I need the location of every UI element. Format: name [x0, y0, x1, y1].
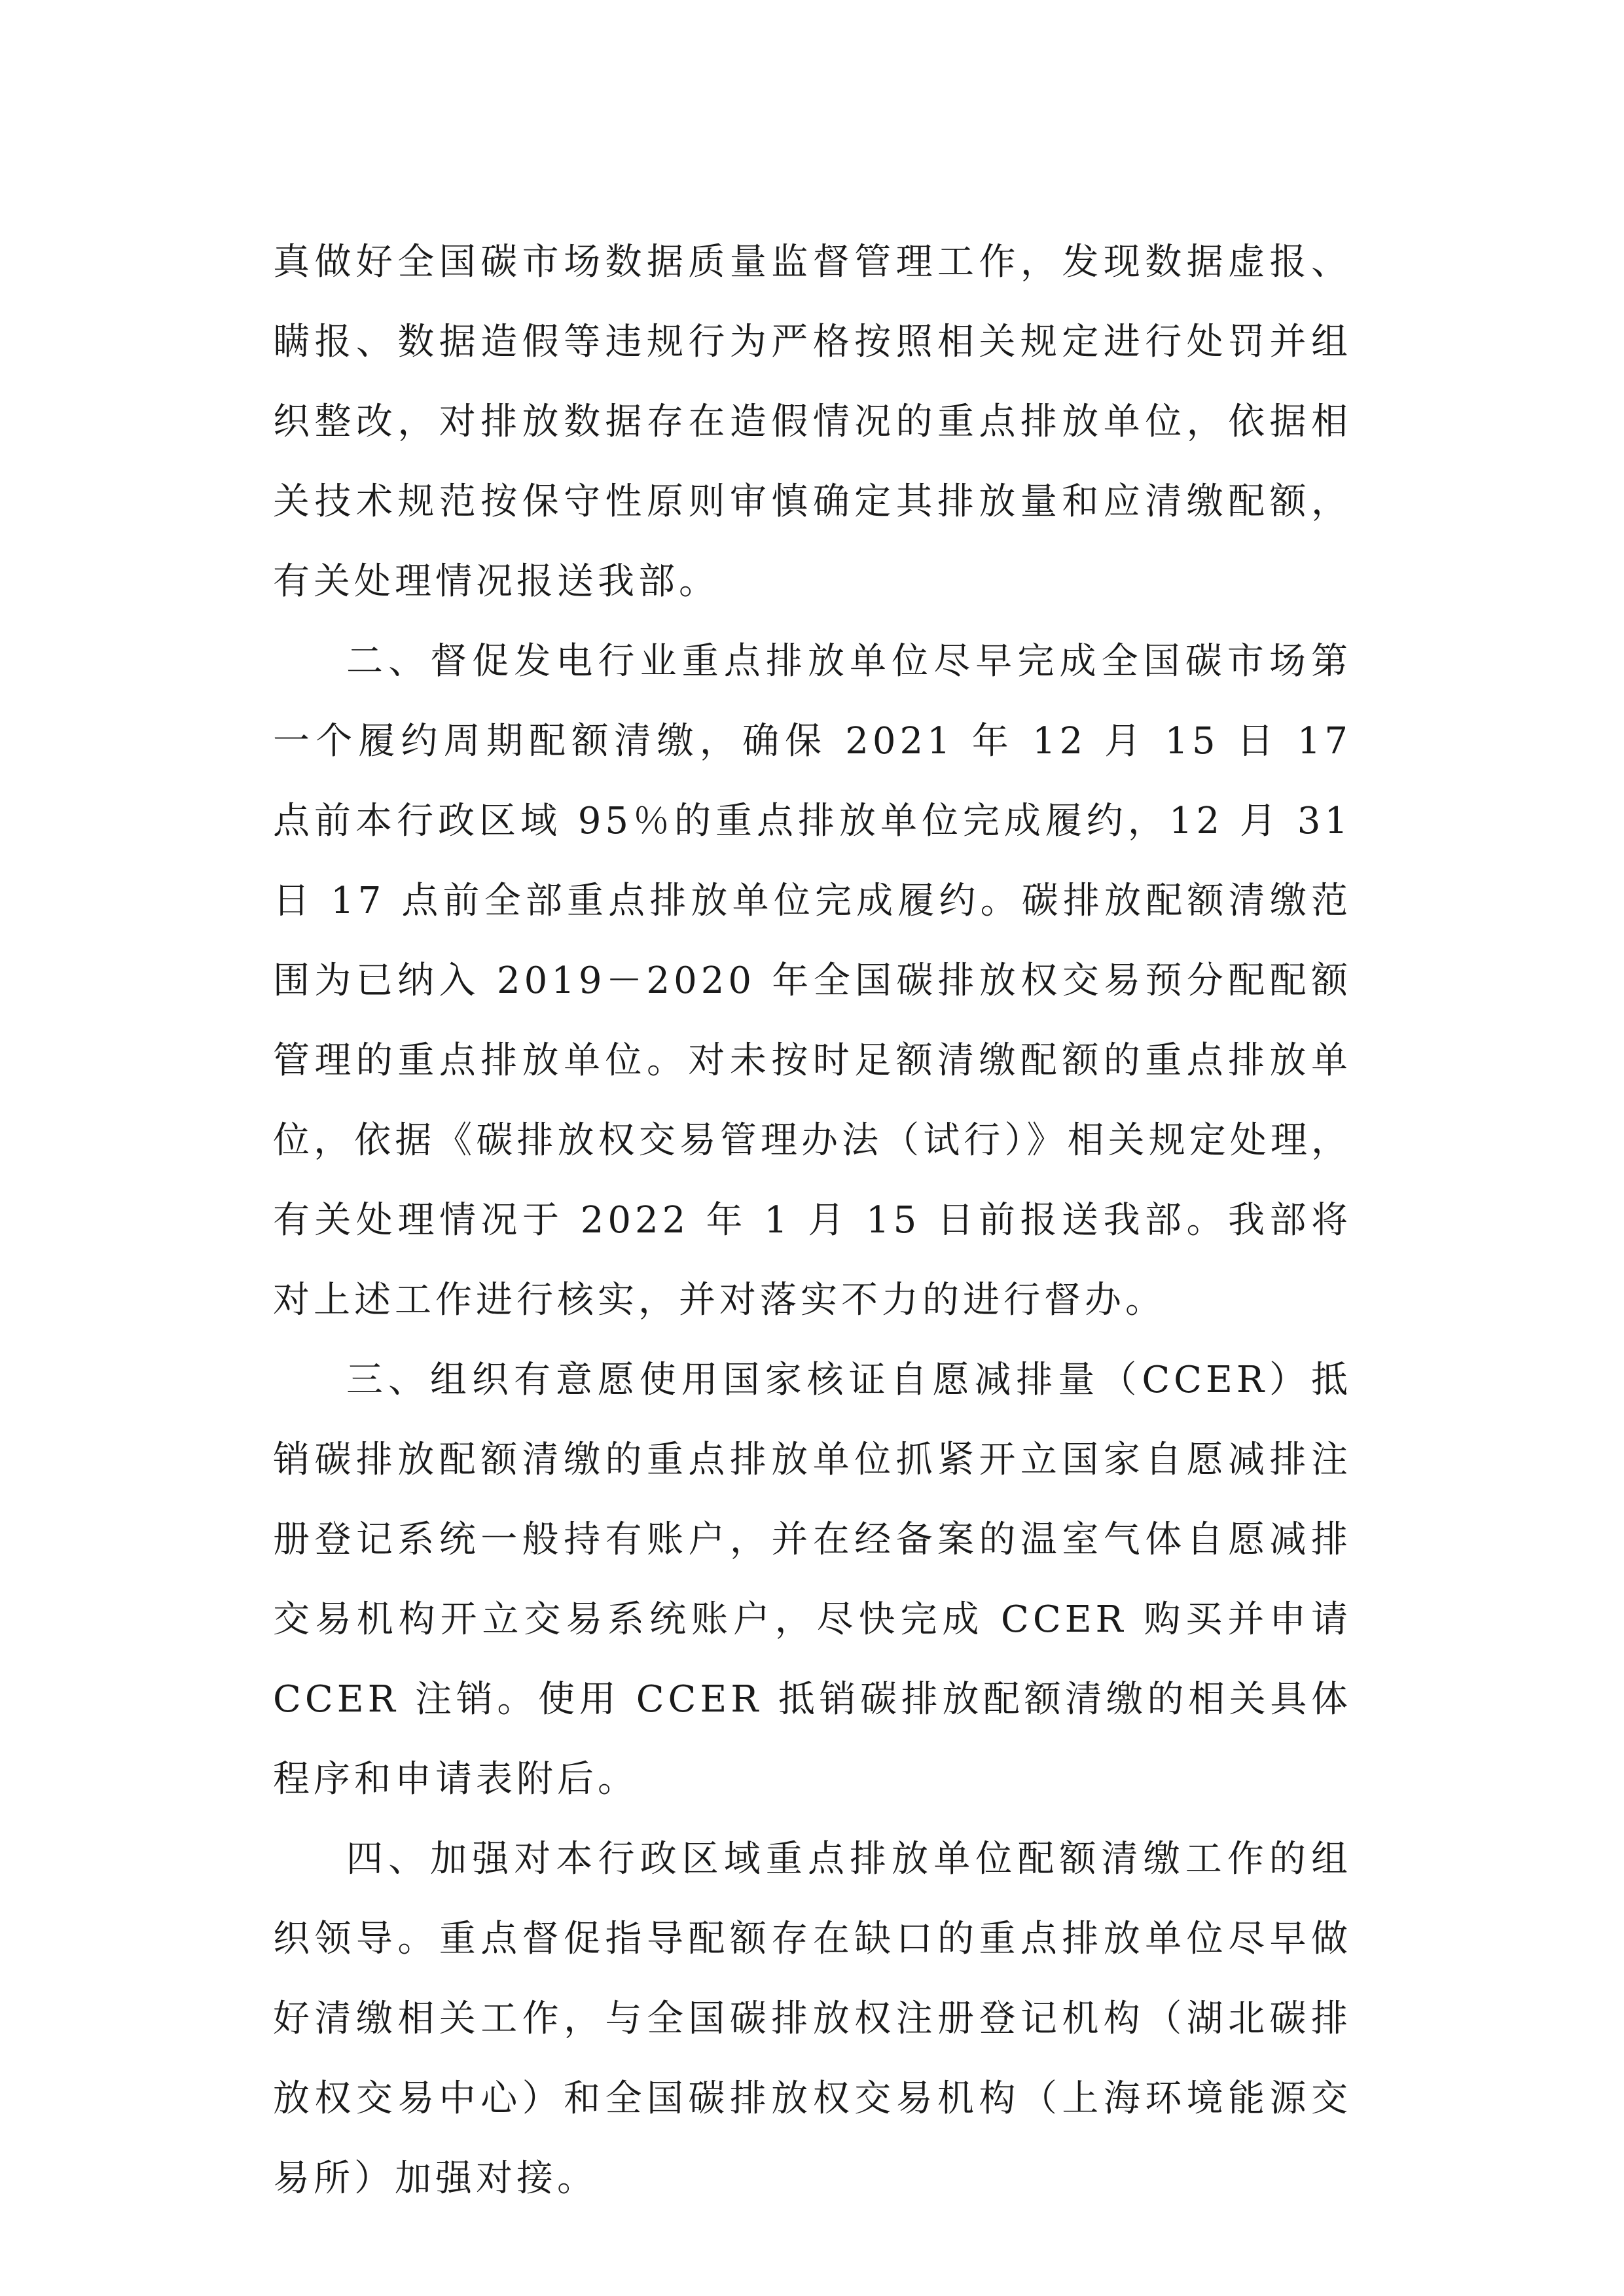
- paragraph-item-3: 三、组织有意愿使用国家核证自愿减排量（CCER）抵销碳排放配额清缴的重点排放单位抓紧开立国家自愿减排注册登记系统一般持有账户，并在经备案的温室气体自愿减排交易机构开立交易系统账户，尽快完成 CCER 购买并申请 CCER 注销。使用 CCER 抵销碳排放配额清缴的相关具体程序和申请表附后。: [273, 1359, 1352, 1801]
- paragraph-item-2: 二、督促发电行业重点排放单位尽早完成全国碳市场第一个履约周期配额清缴，确保 2021 年 12 月 15 日 17 点前本行政区域 95％的重点排放单位完成履约，12 月 31 日 17 点前全部重点排放单位完成履约。碳排放配额清缴范围为已纳入 2019－2020 年全国碳排放权交易预分配配额管理的重点排放单位。对未按时足额清缴配额的重点排放单位，依据《碳排放权交易管理办法（试行）》相关规定处理，有关处理情况于 2022 年 1 月 15 日前报送我部。我部将对上述工作进行核实，并对落实不力的进行督办。: [273, 640, 1352, 1321]
- paragraph-continuation: 真做好全国碳市场数据质量监督管理工作，发现数据虚报、瞒报、数据造假等违规行为严格按照相关规定进行处罚并组织整改，对排放数据存在造假情况的重点排放单位，依据相关技术规范按保守性原则审慎确定其排放量和应清缴配额，有关处理情况报送我部。: [273, 241, 1352, 603]
- document-body: [273, 223, 1352, 2219]
- paragraph-item-4: 四、加强对本行政区域重点排放单位配额清缴工作的组织领导。重点督促指导配额存在缺口的重点排放单位尽早做好清缴相关工作，与全国碳排放权注册登记机构（湖北碳排放权交易中心）和全国碳排放权交易机构（上海环境能源交易所）加强对接。: [273, 1838, 1352, 2200]
